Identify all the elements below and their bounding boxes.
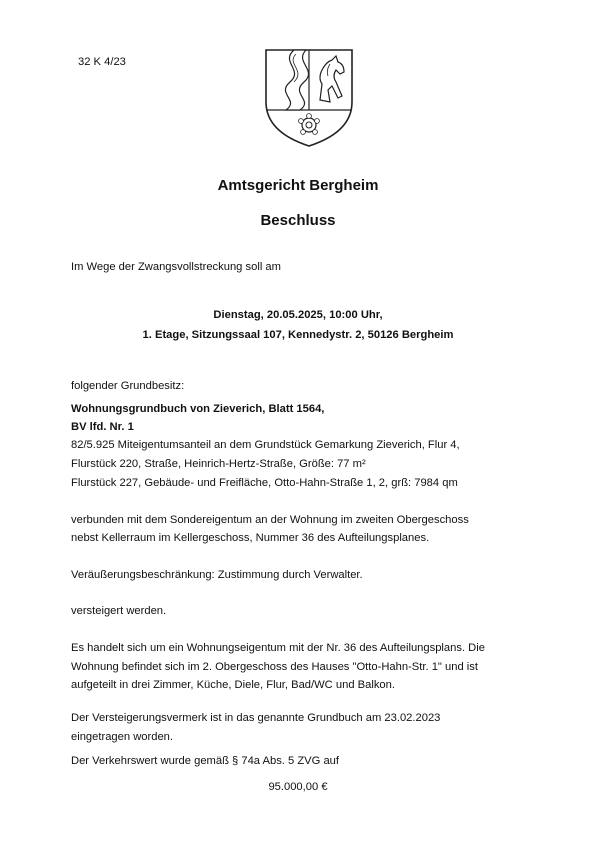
court-name: Amtsgericht Bergheim: [217, 177, 379, 194]
restriction-text: Veräußerungsbeschränkung: Zustimmung durch Verwalter.: [71, 569, 363, 581]
special-ownership-line: nebst Kellerraum im Kellergeschoss, Nummer 36 des Aufteilungsplanes.: [71, 532, 430, 544]
intro-text: Im Wege der Zwangsvollstreckung soll am: [71, 261, 281, 273]
description-line: Es handelt sich um ein Wohnungseigentum mit der Nr. 36 des Aufteilungsplans. Die: [71, 642, 485, 654]
register-line: Flurstück 220, Straße, Heinrich-Hertz-Straße, Größe: 77 m²: [71, 458, 366, 470]
coat-of-arms-icon: [260, 40, 358, 152]
auctioned-text: versteigert werden.: [71, 605, 167, 617]
register-title: Wohnungsgrundbuch von Zieverich, Blatt 1564,: [71, 403, 325, 415]
document-type: Beschluss: [260, 212, 336, 229]
register-line: 82/5.925 Miteigentumsanteil an dem Grundstück Gemarkung Zieverich, Flur 4,: [71, 439, 460, 451]
register-line: Flurstück 227, Gebäude- und Freifläche, Otto-Hahn-Straße 1, 2, grß: 7984 qm: [71, 477, 458, 489]
description-line: Wohnung befindet sich im 2. Obergeschoss des Hauses "Otto-Hahn-Str. 1" und ist: [71, 661, 478, 673]
registration-note-line: Der Versteigerungsvermerk ist in das genannte Grundbuch am 23.02.2023: [71, 712, 441, 724]
hearing-date-time: Dienstag, 20.05.2025, 10:00 Uhr,: [213, 309, 383, 321]
value-intro: Der Verkehrswert wurde gemäß § 74a Abs. 5 ZVG auf: [71, 755, 340, 767]
registration-note-line: eingetragen worden.: [71, 731, 174, 743]
market-value: 95.000,00 €: [268, 781, 328, 793]
description-line: aufgeteilt in drei Zimmer, Küche, Diele, Flur, Bad/WC und Balkon.: [71, 679, 395, 691]
case-number: 32 K 4/23: [78, 56, 126, 68]
register-bv: BV lfd. Nr. 1: [71, 421, 134, 433]
property-label: folgender Grundbesitz:: [71, 380, 185, 392]
hearing-location: 1. Etage, Sitzungssaal 107, Kennedystr. 2, 50126 Bergheim: [142, 329, 454, 341]
special-ownership-line: verbunden mit dem Sondereigentum an der Wohnung im zweiten Obergeschoss: [71, 514, 469, 526]
